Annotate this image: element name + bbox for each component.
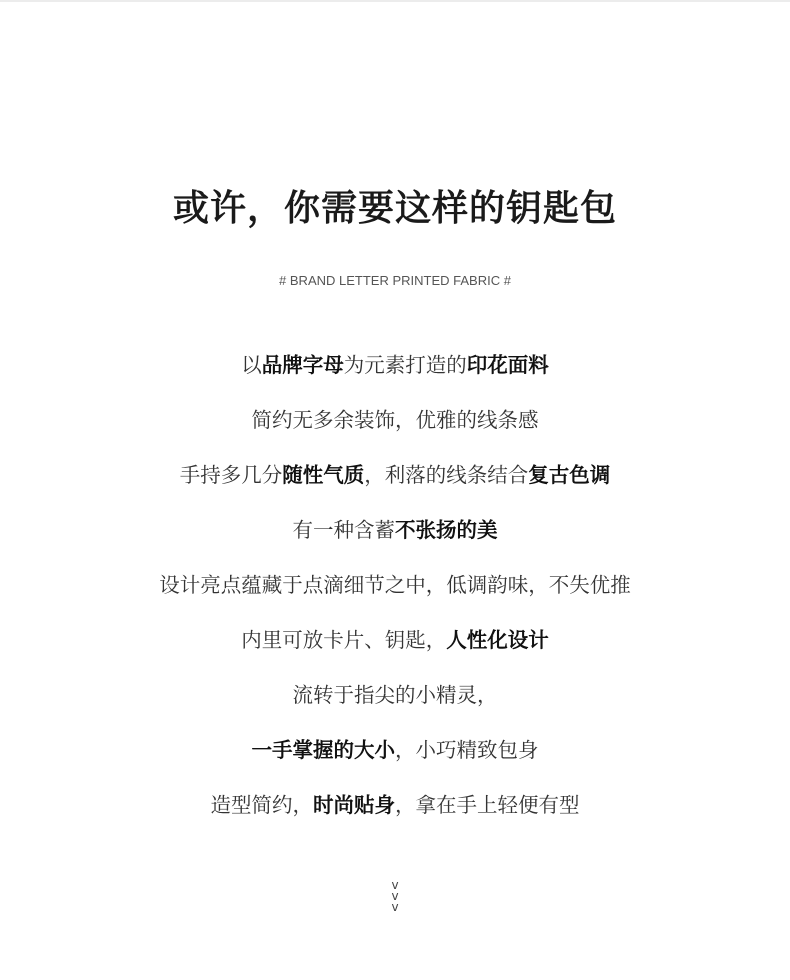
page-subtitle: # BRAND LETTER PRINTED FABRIC #	[279, 273, 511, 288]
body-text: 简约无多余装饰，优雅的线条感	[251, 408, 539, 432]
description-line	[0, 347, 790, 402]
emphasis-text: 时尚贴身	[313, 793, 395, 817]
body-text: ，利落的线条结合	[364, 463, 529, 487]
emphasis-text: 复古色调	[528, 463, 611, 487]
emphasis-text: 品牌字母	[261, 353, 344, 377]
chevron-down-icon: v	[391, 878, 399, 892]
body-text: 有一种含蓄	[292, 518, 395, 542]
emphasis-text: 人性化设计	[446, 628, 549, 652]
scroll-down-chevrons-icon	[385, 880, 405, 913]
emphasis-text: 随性气质	[282, 463, 365, 487]
description-line	[0, 787, 790, 842]
body-text: 手持多几分	[179, 463, 283, 487]
description-line	[0, 732, 790, 787]
body-text: 以	[241, 353, 262, 377]
description-line	[0, 402, 790, 457]
emphasis-text: 不张扬的美	[395, 518, 498, 542]
description-line	[0, 457, 790, 512]
chevron-down-icon: v	[391, 889, 399, 903]
body-text: 造型简约，	[210, 793, 313, 817]
emphasis-text: 印花面料	[466, 353, 549, 377]
body-text: ，拿在手上轻便有型	[395, 793, 580, 817]
description-lines	[0, 347, 790, 842]
body-text: 内里可放卡片、钥匙，	[241, 628, 447, 652]
body-text: ，小巧精致包身	[395, 738, 539, 762]
body-text: 为元素打造的	[343, 353, 467, 377]
body-text: 设计亮点蕴藏于点滴细节之中，低调韵味，不失优推	[159, 573, 631, 597]
chevron-down-icon: v	[391, 900, 399, 914]
description-line	[0, 567, 790, 622]
top-divider	[0, 0, 790, 2]
description-line	[0, 512, 790, 567]
description-line	[0, 677, 790, 732]
page-title: 或许，你需要这样的钥匙包	[172, 188, 617, 229]
body-text: 流转于指尖的小精灵，	[292, 683, 498, 707]
emphasis-text: 一手掌握的大小	[251, 738, 395, 762]
description-line	[0, 622, 790, 677]
